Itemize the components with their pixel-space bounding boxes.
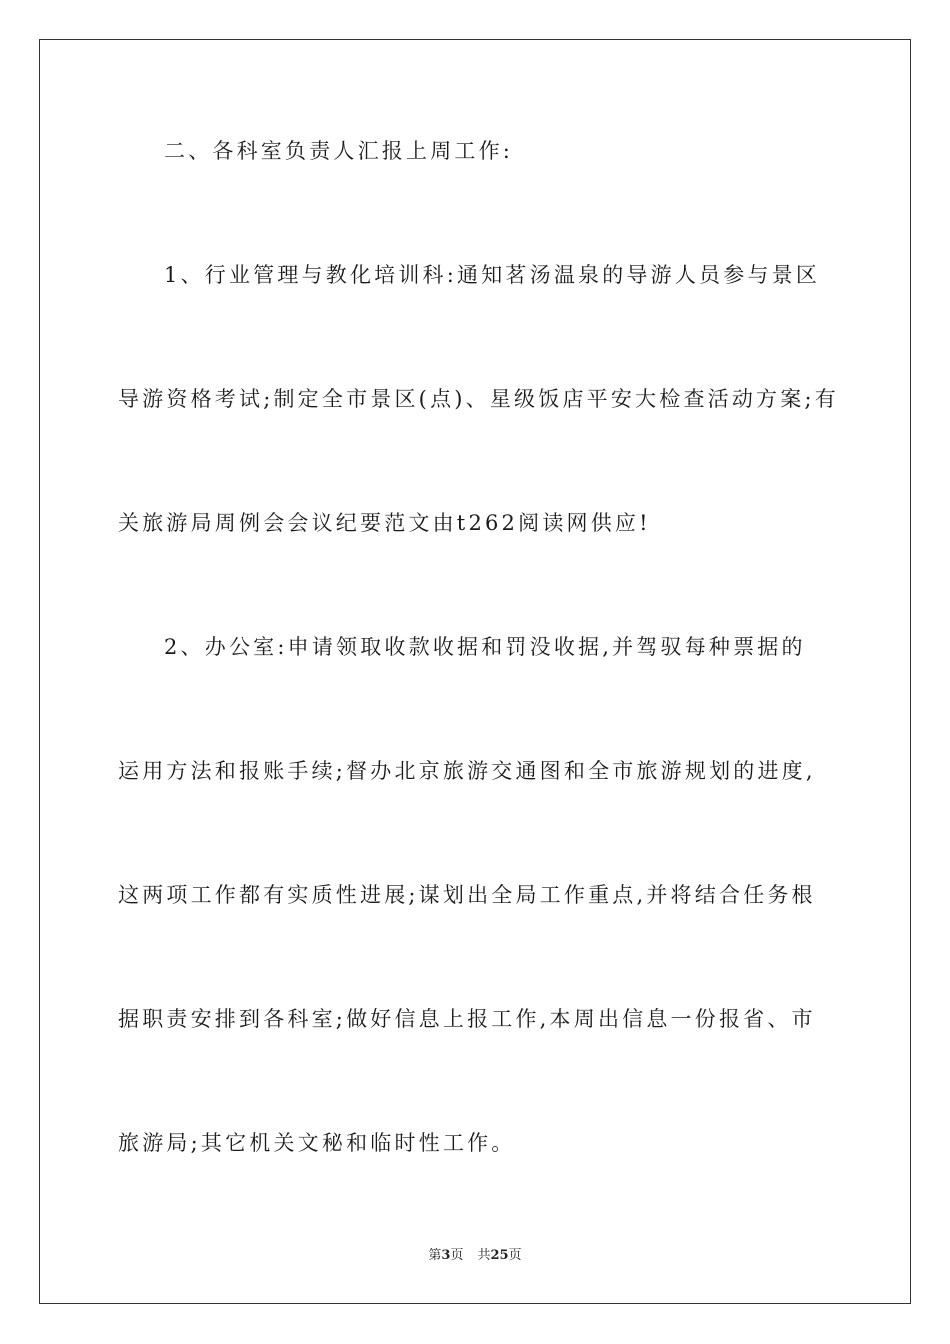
paragraph-line: 这两项工作都有实质性进展;谋划出全局工作重点,并将结合任务根 [118, 883, 816, 907]
paragraph-line: 2、办公室:申请领取收款收据和罚没收据,并驾驭每种票据的 [164, 635, 806, 659]
page-footer [0, 1244, 950, 1263]
page-border [39, 39, 911, 1304]
page-number: 3 [441, 1248, 451, 1263]
paragraph-line: 旅游局;其它机关文秘和临时性工作。 [118, 1131, 516, 1155]
paragraph-line: 1、行业管理与教化培训科:通知茗汤温泉的导游人员参与景区 [164, 263, 821, 287]
page-prefix: 第 [428, 1248, 442, 1263]
total-pages: 25 [490, 1248, 509, 1263]
paragraph-line: 运用方法和报账手续;督办北京旅游交通图和全市旅游规划的进度, [118, 759, 816, 783]
total-suffix: 页 [508, 1248, 522, 1263]
paragraph-line: 导游资格考试;制定全市景区(点)、星级饭店平安大检查活动方案;有 [118, 387, 839, 411]
total-prefix: 共 [477, 1248, 491, 1263]
paragraph-line: 据职责安排到各科室;做好信息上报工作,本周出信息一份报省、市 [118, 1007, 816, 1031]
section-heading: 二、各科室负责人汇报上周工作: [164, 139, 514, 163]
paragraph-line: 关旅游局周例会会议纪要范文由t262阅读网供应! [118, 511, 651, 535]
page-suffix: 页 [450, 1248, 464, 1263]
